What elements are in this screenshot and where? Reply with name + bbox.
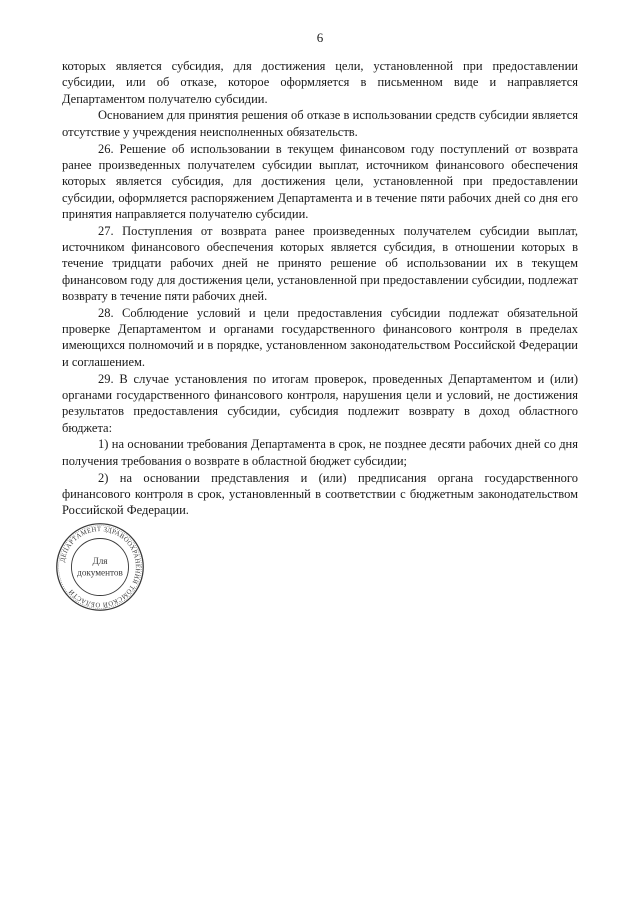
paragraph-item-26: 26. Решение об использовании в текущем финансовом году поступлений от возврата ранее произведенных получателем субсидии выплат, источником финансового обеспечения которых является субсидия, для достижения цели, установленной при предоставлении субсидии, оформляется распоряжением Департамента и в течение пяти рабочих дней со дня его принятия направляется получателю субсидии. xyxy=(62,141,578,221)
paragraph-subitem-2: 2) на основании представления и (или) предписания органа государственного финансового контроля в срок, установленный в соответствии с бюджетным законодательством Российской Федерации. xyxy=(62,470,578,518)
paragraph-item-28: 28. Соблюдение условий и цели предоставления субсидии подлежат обязательной проверке Департаментом и органами государственного финансового контроля в пределах имеющихся полномочий и в порядке, установленном законодательством Российской Федерации и соглашением. xyxy=(62,305,578,369)
stamp-center-line2: документов xyxy=(77,567,123,578)
paragraph-item-27: 27. Поступления от возврата ранее произведенных получателем субсидии выплат, источником финансового обеспечения которых является субсидия, в отношении которых в течение тридцати рабочих дней не принято решение об использовании их в текущем финансовом году для достижения цели, установленной при предоставлении субсидии, подлежат возврату в течение пяти рабочих дней. xyxy=(62,223,578,303)
paragraph-item-29: 29. В случае установления по итогам проверок, проведенных Департаментом и (или) органами государственного финансового контроля, нарушения цели и условий, не достижения результатов предоставления субсидии, субсидия подлежит возврату в доход областного бюджета: xyxy=(62,371,578,435)
official-stamp-seal xyxy=(54,521,146,613)
stamp-center-line1: Для xyxy=(92,556,108,567)
paragraph-refusal-basis: Основанием для принятия решения об отказе в использовании средств субсидии является отсутствие у учреждения неисполненных обязательств. xyxy=(62,108,578,139)
page-number: 6 xyxy=(316,30,324,45)
paragraph-continuation: которых является субсидия, для достижения цели, установленной при предоставлении субсидии, или об отказе, которое оформляется в письменном виде и направляется Департаментом получателю субсидии. xyxy=(62,59,578,106)
stamp-ring-text: ДЕПАРТАМЕНТ ЗДРАВООХРАНЕНИЯ ТОМСКОЙ ОБЛАСТИ xyxy=(59,526,141,608)
document-body xyxy=(62,58,578,519)
paragraph-subitem-1: 1) на основании требования Департамента в срок, не позднее десяти рабочих дней со дня получения требования о возврате в областной бюджет субсидии; xyxy=(62,437,578,468)
